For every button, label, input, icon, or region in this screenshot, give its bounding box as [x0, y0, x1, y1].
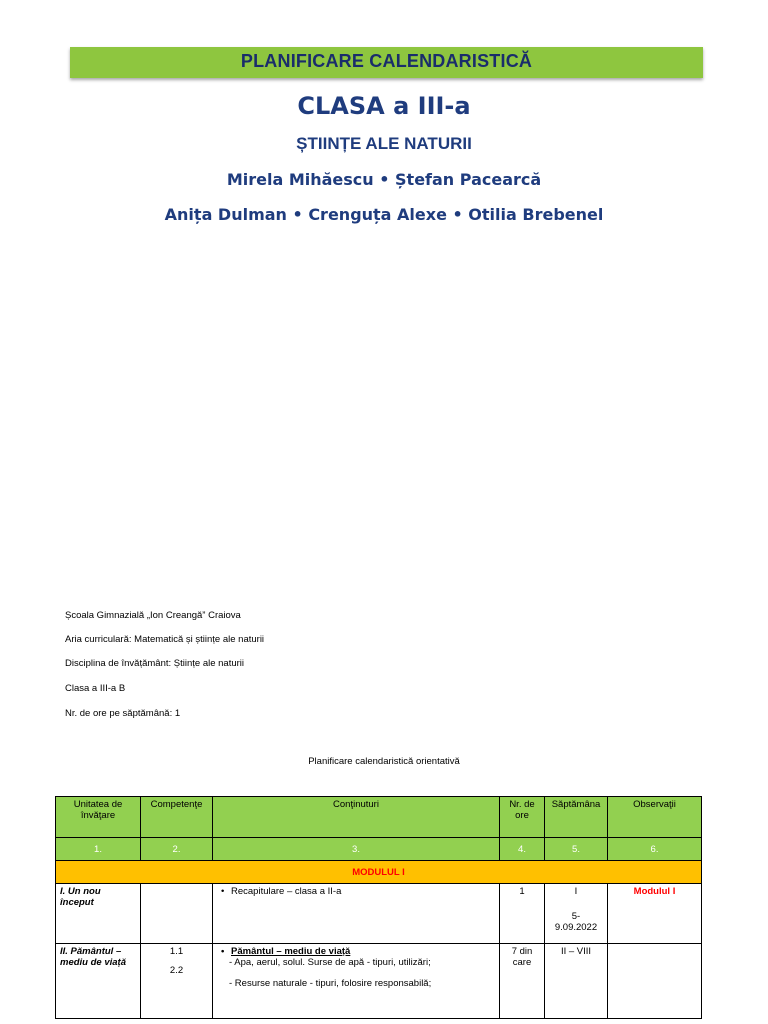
class-title: CLASA a III-a — [297, 92, 471, 120]
table-row — [56, 884, 702, 944]
week-label: II – VIII — [560, 946, 592, 957]
module-row — [56, 861, 702, 884]
content-bullet — [221, 886, 495, 897]
col-number: 4. — [500, 838, 545, 861]
table-row — [56, 944, 702, 1019]
contents-cell — [213, 944, 500, 1019]
table-header-row — [56, 797, 702, 838]
authors-line-1: Mirela Mihăescu • Ștefan Pacearcă — [226, 170, 542, 189]
week-label: I — [574, 886, 578, 897]
authors-line-2: Anița Dulman • Crenguța Alexe • Otilia Brebenel — [164, 205, 604, 224]
col-number: 5. — [545, 838, 608, 861]
discipline: Disciplina de învățământ: Științe ale naturii — [65, 658, 245, 669]
class-name: Clasa a III-a B — [65, 683, 126, 694]
week-cell — [545, 884, 608, 944]
planning-table — [55, 796, 702, 1019]
col-number: 2. — [141, 838, 213, 861]
bullet-icon: • — [221, 886, 225, 897]
week-cell — [545, 944, 608, 1019]
bullet-icon: • — [221, 946, 225, 957]
curricular-area: Aria curriculară: Matematică și științe ale naturii — [65, 634, 265, 645]
week-dates: 5- 9.09.2022 — [554, 911, 598, 933]
module-label: MODULUL I — [56, 861, 702, 884]
col-header-week: Săptămâna — [545, 797, 608, 838]
content-item: - Apa, aerul, solul. Surse de apă - tipuri, utilizări; — [229, 957, 431, 968]
column-number-row — [56, 838, 702, 861]
competences-cell — [141, 944, 213, 1019]
content-item: - Resurse naturale - tipuri, folosire responsabilă; — [229, 978, 432, 989]
content-title: Pământul – mediu de viață — [231, 946, 351, 957]
competences-cell — [141, 884, 213, 944]
unit-cell: I. Un nou început — [56, 884, 141, 944]
school-name: Școala Gimnazială „Ion Creangă” Craiova — [65, 610, 241, 621]
col-number: 6. — [608, 838, 702, 861]
content-title: Recapitulare – clasa a II-a — [231, 886, 342, 897]
hours-cell: 1 — [500, 884, 545, 944]
unit-cell: II. Pământul – mediu de viață — [56, 944, 141, 1019]
col-header-hours: Nr. de ore — [500, 797, 545, 838]
competence-item: 1.1 — [169, 946, 184, 957]
title-banner: PLANIFICARE CALENDARISTICĂ — [70, 47, 703, 78]
col-number: 3. — [213, 838, 500, 861]
col-header-unit: Unitatea de învăţare — [56, 797, 141, 838]
weekly-hours: Nr. de ore pe săptămână: 1 — [65, 708, 181, 719]
subject-title: ȘTIINȚE ALE NATURII — [296, 134, 472, 153]
notes-cell: Modulul I — [608, 884, 702, 944]
col-header-competences: Competenţe — [141, 797, 213, 838]
competence-item: 2.2 — [169, 965, 184, 976]
col-number: 1. — [56, 838, 141, 861]
hours-cell: 7 din care — [500, 944, 545, 1019]
col-header-contents: Conţinuturi — [213, 797, 500, 838]
col-header-notes: Observaţii — [608, 797, 702, 838]
contents-cell — [213, 884, 500, 944]
table-caption: Planificare calendaristică orientativă — [308, 756, 460, 767]
content-bullet — [221, 946, 495, 957]
notes-cell — [608, 944, 702, 1019]
